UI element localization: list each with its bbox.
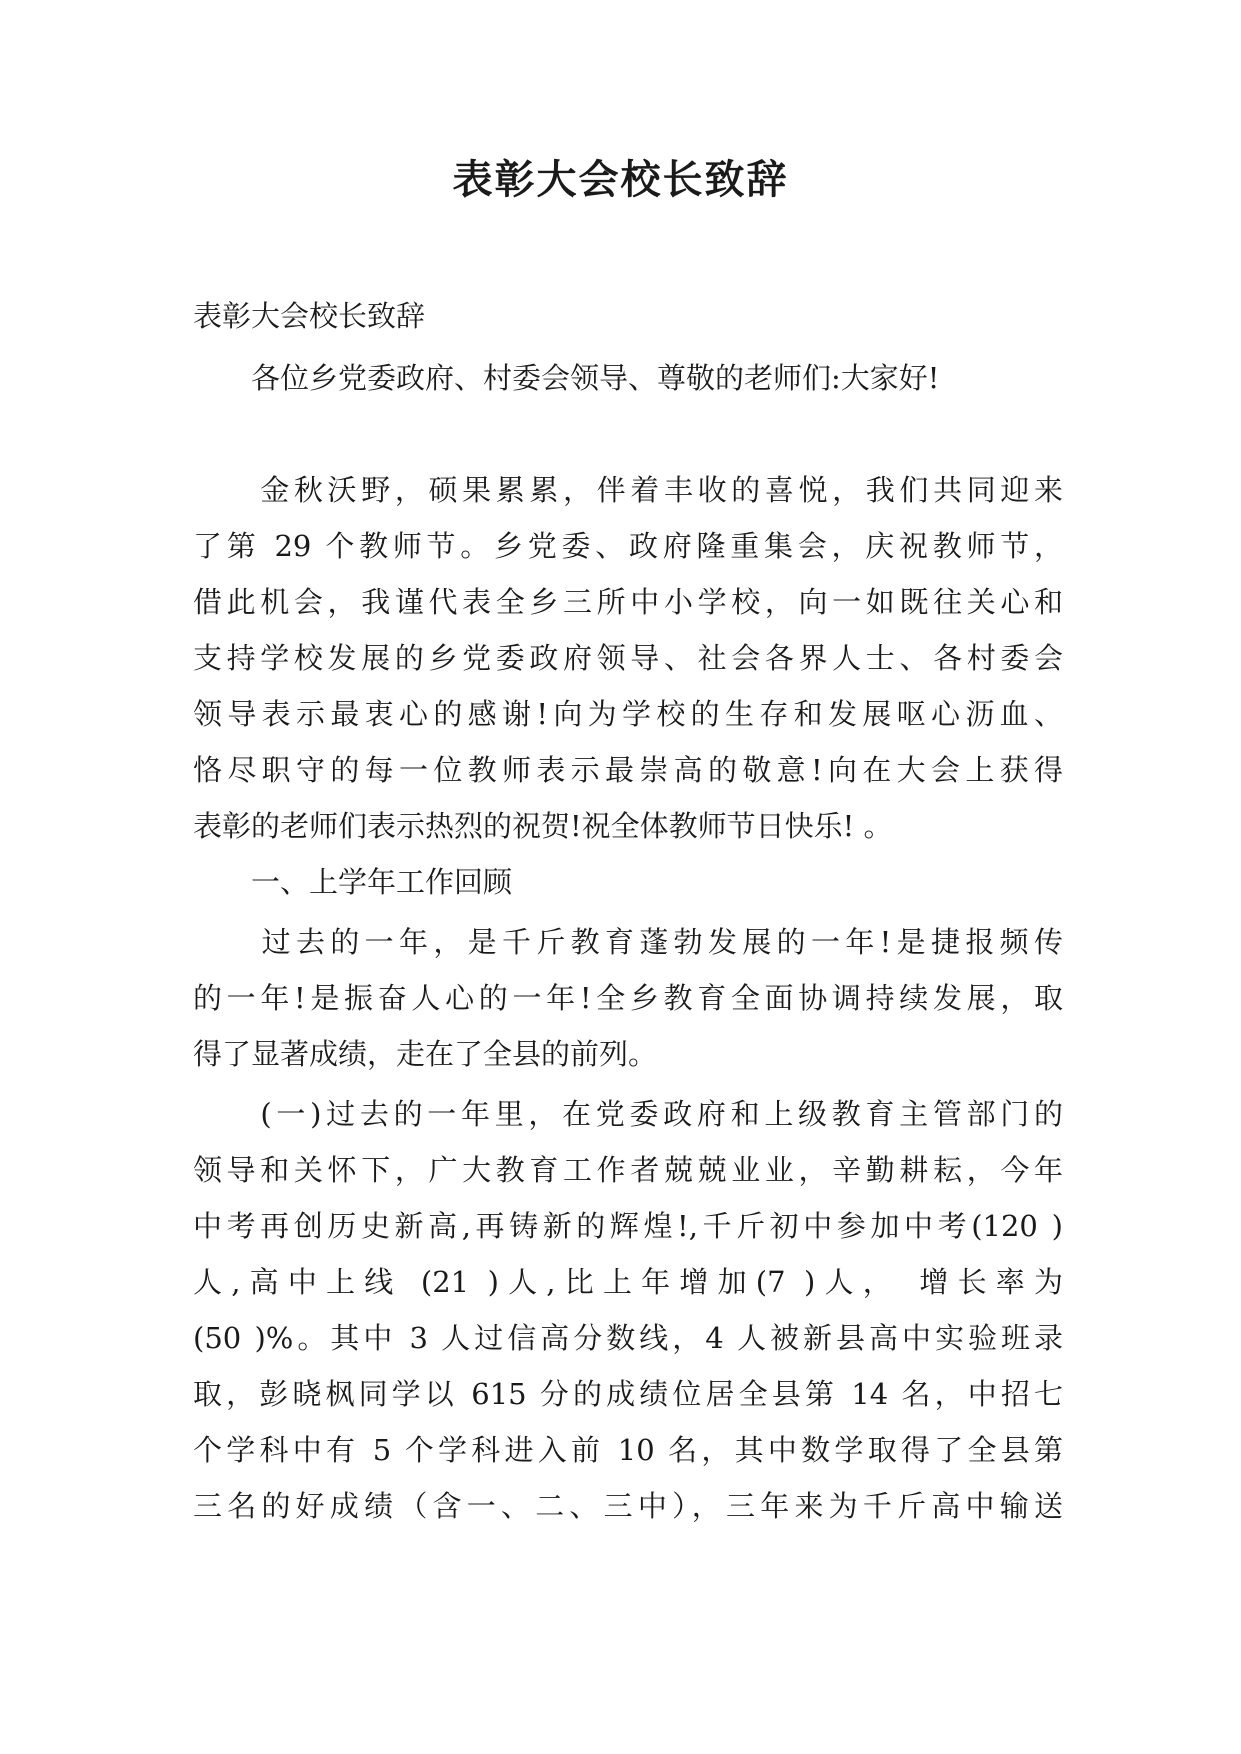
body-line: 中考再创历史新高,再铸新的辉煌!,千斤初中参加中考(120 ) xyxy=(193,1209,1063,1243)
body-line: 了第 29 个教师节。乡党委、政府隆重集会，庆祝教师节， xyxy=(193,529,1063,563)
body-line: 借此机会，我谨代表全乡三所中小学校，向一如既往关心和 xyxy=(193,585,1063,619)
body-line: 人,高中上线 (21 )人,比上年增加(7 )人， 增长率为 xyxy=(193,1265,1063,1299)
body-line: 表彰大会校长致辞 xyxy=(193,299,426,333)
body-line: 个学科中有 5 个学科进入前 10 名，其中数学取得了全县第 xyxy=(193,1433,1063,1467)
body-line: (一)过去的一年里，在党委政府和上级教育主管部门的 xyxy=(193,1097,1063,1131)
body-line: 各位乡党委政府、村委会领导、尊敬的老师们:大家好! xyxy=(193,361,940,395)
body-line: 恪尽职守的每一位教师表示最崇高的敬意!向在大会上获得 xyxy=(193,753,1063,787)
body-line: 得了显著成绩，走在了全县的前列。 xyxy=(193,1037,658,1071)
body-line: 三名的好成绩（含一、二、三中），三年来为千斤高中输送 xyxy=(193,1489,1063,1523)
body-line: 金秋沃野，硕果累累，伴着丰收的喜悦，我们共同迎来 xyxy=(193,473,1063,507)
body-line: 领导表示最衷心的感谢!向为学校的生存和发展呕心沥血、 xyxy=(193,697,1063,731)
body-line: 领导和关怀下，广大教育工作者兢兢业业，辛勤耕耘，今年 xyxy=(193,1153,1063,1187)
body-line: 支持学校发展的乡党委政府领导、社会各界人士、各村委会 xyxy=(193,641,1063,675)
body-line: 过去的一年，是千斤教育蓬勃发展的一年!是捷报频传 xyxy=(193,925,1063,959)
document-title: 表彰大会校长致辞 xyxy=(452,157,789,203)
body-line: 的一年!是振奋人心的一年!全乡教育全面协调持续发展，取 xyxy=(193,981,1063,1015)
body-line: 取，彭晓枫同学以 615 分的成绩位居全县第 14 名，中招七 xyxy=(193,1377,1063,1411)
body-line: (50 )%。其中 3 人过信高分数线，4 人被新县高中实验班录 xyxy=(193,1321,1063,1355)
section-heading: 一、上学年工作回顾 xyxy=(193,865,513,899)
body-line: 表彰的老师们表示热烈的祝贺!祝全体教师节日快乐! 。 xyxy=(193,809,893,843)
